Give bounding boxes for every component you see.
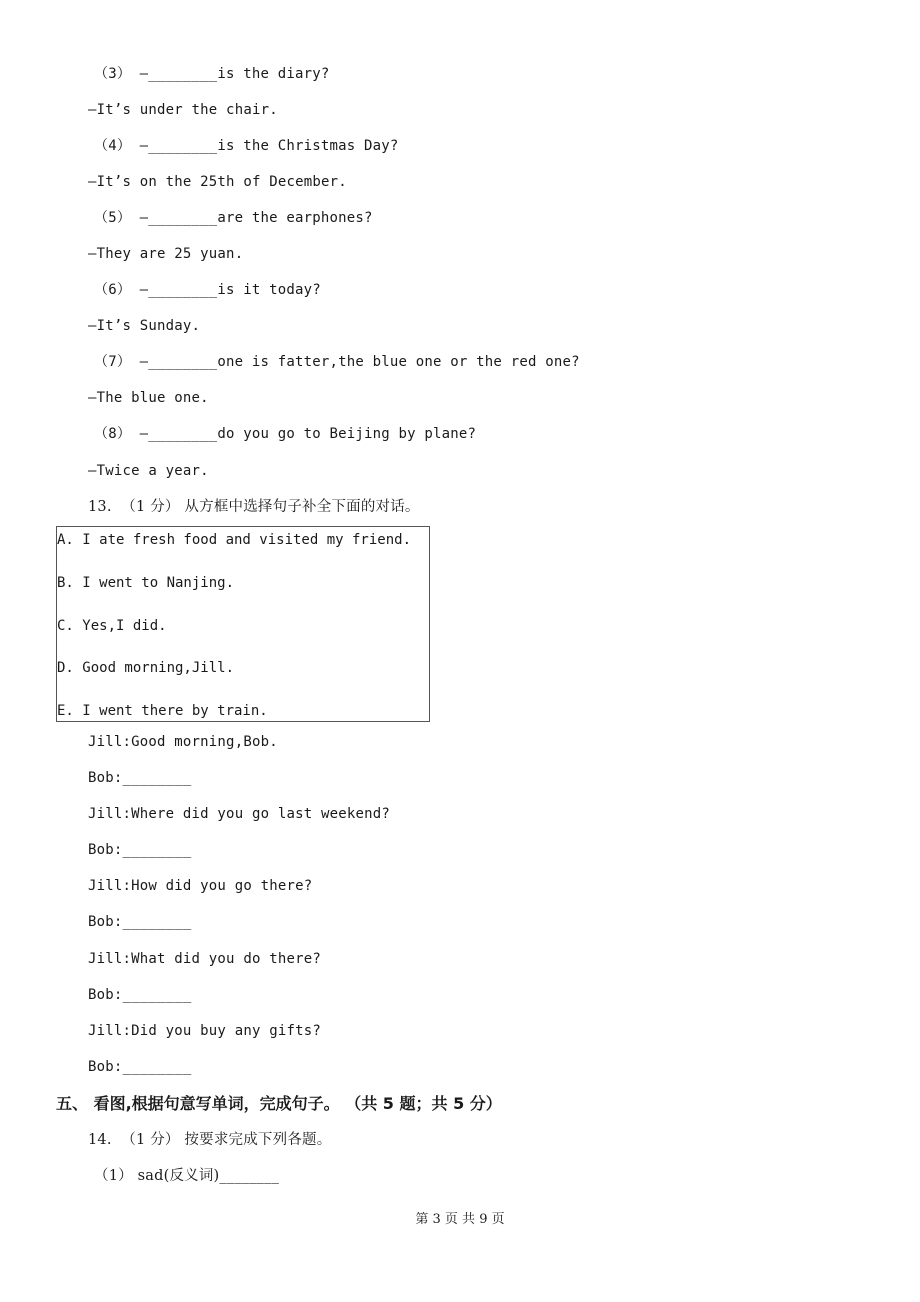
q12-item-5-answer: —They are 25 yuan. — [88, 246, 244, 262]
q12-item-5-question: （5） —________are the earphones? — [94, 210, 373, 226]
q12-item-4-question: （4） —________is the Christmas Day? — [94, 138, 399, 154]
q12-item-8-answer: —Twice a year. — [88, 463, 209, 479]
q13-heading: 13. （1 分） 从方框中选择句子补全下面的对话。 — [88, 499, 420, 515]
q13-dialogue-line-3: Jill:Where did you go last weekend? — [88, 806, 391, 822]
q13-option-box — [56, 526, 430, 722]
q13-option-c: C. Yes,I did. — [57, 618, 167, 634]
q13-option-e: E. I went there by train. — [57, 703, 268, 719]
q12-item-6-question: （6） —________is it today? — [94, 282, 321, 298]
q13-dialogue-line-6: Bob:________ — [88, 914, 192, 930]
q12-item-7-answer: —The blue one. — [88, 390, 209, 406]
q12-item-4-answer: —It’s on the 25th of December. — [88, 174, 347, 190]
q12-item-7-question: （7） —________one is fatter,the blue one or the red one? — [94, 354, 580, 370]
section-5-title: 五、 看图,根据句意写单词，完成句子。 （共 5 题；共 5 分） — [56, 1094, 502, 1113]
q13-option-b: B. I went to Nanjing. — [57, 575, 235, 591]
q13-dialogue-line-1: Jill:Good morning,Bob. — [88, 734, 278, 750]
q12-item-3-answer: —It’s under the chair. — [88, 102, 278, 118]
q13-option-a: A. I ate fresh food and visited my friend. — [57, 532, 412, 548]
q12-item-3-question: （3） —________is the diary? — [94, 66, 330, 82]
q13-dialogue-line-8: Bob:________ — [88, 987, 192, 1003]
q13-dialogue-line-7: Jill:What did you do there? — [88, 951, 321, 967]
q14-heading: 14. （1 分） 按要求完成下列各题。 — [88, 1132, 332, 1148]
q13-dialogue-line-9: Jill:Did you buy any gifts? — [88, 1023, 321, 1039]
q14-item-1: （1） sad(反义词)________ — [94, 1168, 280, 1184]
q13-dialogue-line-2: Bob:________ — [88, 770, 192, 786]
q13-dialogue-line-4: Bob:________ — [88, 842, 192, 858]
page-footer: 第 3 页 共 9 页 — [415, 1212, 505, 1227]
q13-dialogue-line-10: Bob:________ — [88, 1059, 192, 1075]
q13-dialogue-line-5: Jill:How did you go there? — [88, 878, 313, 894]
q12-item-8-question: （8） —________do you go to Beijing by plane? — [94, 426, 477, 442]
q12-item-6-answer: —It’s Sunday. — [88, 318, 201, 334]
q13-option-d: D. Good morning,Jill. — [57, 660, 235, 676]
